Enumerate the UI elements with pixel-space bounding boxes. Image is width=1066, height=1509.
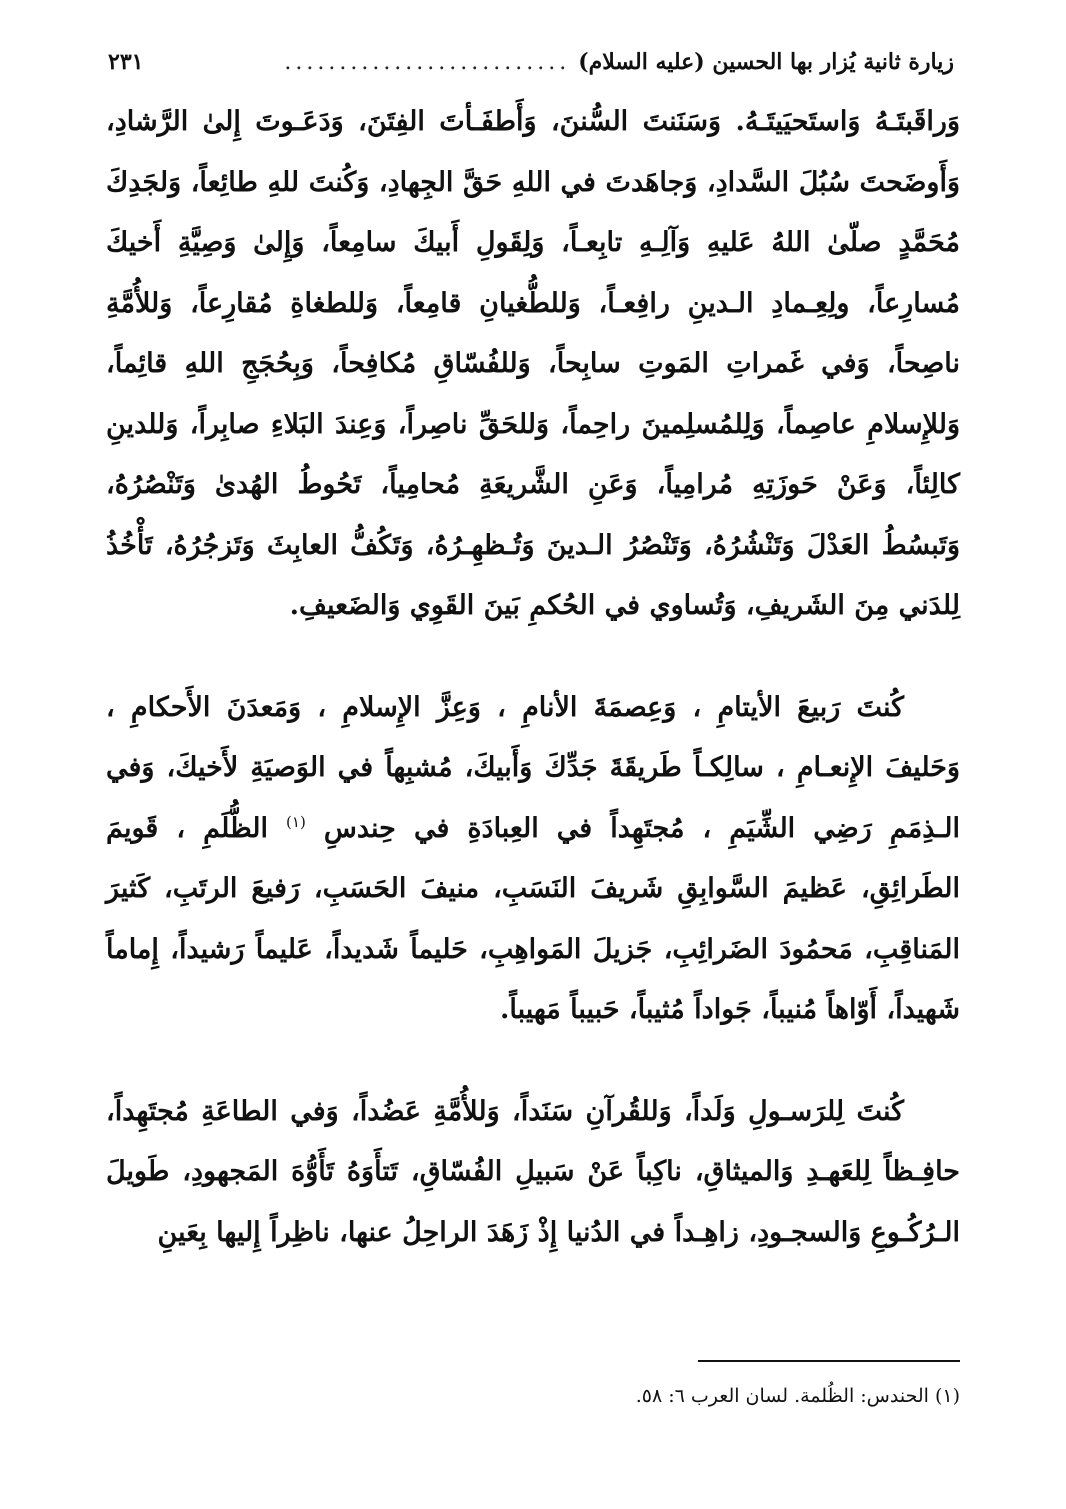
paragraph-3: كُنتَ لِلرَسـولِ وَلَداً، وَللقُرآنِ سَنَداً، وَللأُمَّةِ عَضُداً، وَفي الطاعَةِ مُجتَهِداً، حافِـظاً لِلعَهـدِ وَالميثاقِ، ناكِباً عَنْ سَبيلِ الفُسّاقِ، تَتأَوَهُ تَأَوُّهَ المَجهودِ، طَويلَ الـرُكُـوعِ وَالسجـودِ، زاهِـداً في الدُنيا إِذْ زَهَدَ الراحِلُ عنها، ناظِراً إِليها بِعَينِ <box>106 1095 960 1248</box>
footnote: (١) الحندس: الظُلمة. لسان العرب ٦: ٥٨. <box>635 1385 960 1407</box>
body-text <box>106 92 960 1263</box>
leader-dots: .......................... <box>284 49 571 75</box>
running-header <box>108 42 954 82</box>
paragraph-2-text-after-note: الظُّلَمِ ، قَويمَ الطَرائِقِ، عَظيمَ السَّوابِقِ شَريفَ النَسَبِ، منيفَ الحَسَبِ، رَفيعَ الرتَبِ، كَثيرَ المَناقِبِ، مَحمُودَ الضَرائِبِ، جَزيلَ المَواهِبِ، حَليماً شَديداً، عَليماً رَشيداً، إِماماً شَهيداً، أَوّاهاً مُنيباً، جَواداً مُثيباً، حَبيباً مَهيباً. <box>106 812 960 1025</box>
running-header-title: زيارة ثانية يُزار بها الحسين (عليه السلام) <box>578 49 954 75</box>
page-number: ٢٣١ <box>108 49 144 75</box>
paragraph-2-text-before-note: كُنتَ رَبيعَ الأيتامِ ، وَعِصمَةَ الأنامِ ، وَعِزَّ الإِسلامِ ، وَمَعدَنَ الأَحكامِ ، وَحَليفَ الإِنعـامِ ، سالِكـاً طَريقَةَ جَدِّكَ وَأَبيكَ، مُشبِهاً في الوَصيَةِ لأَخيكَ، وَفي الـذِمَمِ رَضِي الشِّيَمِ ، مُجتَهِداً في العِبادَةِ في حِندسِ <box>106 691 961 844</box>
paragraph-1: وَراقَبتَـهُ وَاستَحيَيتَـهُ. وَسَنَنتَ السُّننَ، وَأَطفَـأتَ الفِتَنَ، وَدَعَـوتَ إِلىٰ الرَّشادِ، وَأَوضَحتَ سُبُلَ السَّدادِ، وَجاهَدتَ في اللهِ حَقَّ الجِهادِ، وَكُنتَ للهِ طائِعاً، وَلجَدِكَ مُحَمَّدٍ صلّىٰ اللهُ عَليهِ وَآلِـهِ تابِعـاً، وَلِقَولِ أَبيكَ سامِعاً، وَإِلىٰ وَصِيَّةِ أَخيكَ مُسارِعاً، ولِعِـمادِ الـدينِ رافِعـاً، وَللطُّغيانِ قامِعاً، وَللطغاةِ مُقارِعاً، وَللأُمَّةِ ناصِحاً، وَفي غَمراتِ المَوتِ سابِحاً، وَللفُسّاقِ مُكافِحاً، وَبِحُجَجِ اللهِ قائِماً، وَللإِسلامِ عاصِماً، وَلِلمُسلِمينَ راحِماً، وَللحَقِّ ناصِراً، وَعِندَ البَلاءِ صابِراً، وَللدينِ كالِئاً، وَعَنْ حَوزَتِهِ مُرامِياً، وَعَنِ الشَّريعَةِ مُحامِياً، تَحُوطُ الهُدىٰ وَتَنْصُرُهُ، وَتَبسُطُ العَدْلَ وَتَنْشُرُهُ، وَتَنْصُرُ الـدينَ وَتُـظهِـرُهُ، وَتَكُفُّ العابِثَ وَتَزجُرُهُ، تَأْخُذُ لِلدَني مِنَ الشَريفِ، وَتُساوي في الحُكمِ بَينَ القَوِي وَالضَعيفِ. <box>106 106 960 621</box>
footnote-separator-line <box>698 1360 960 1362</box>
footnote-reference-marker[interactable]: (١) <box>286 812 306 831</box>
paragraph-2 <box>106 678 960 1041</box>
